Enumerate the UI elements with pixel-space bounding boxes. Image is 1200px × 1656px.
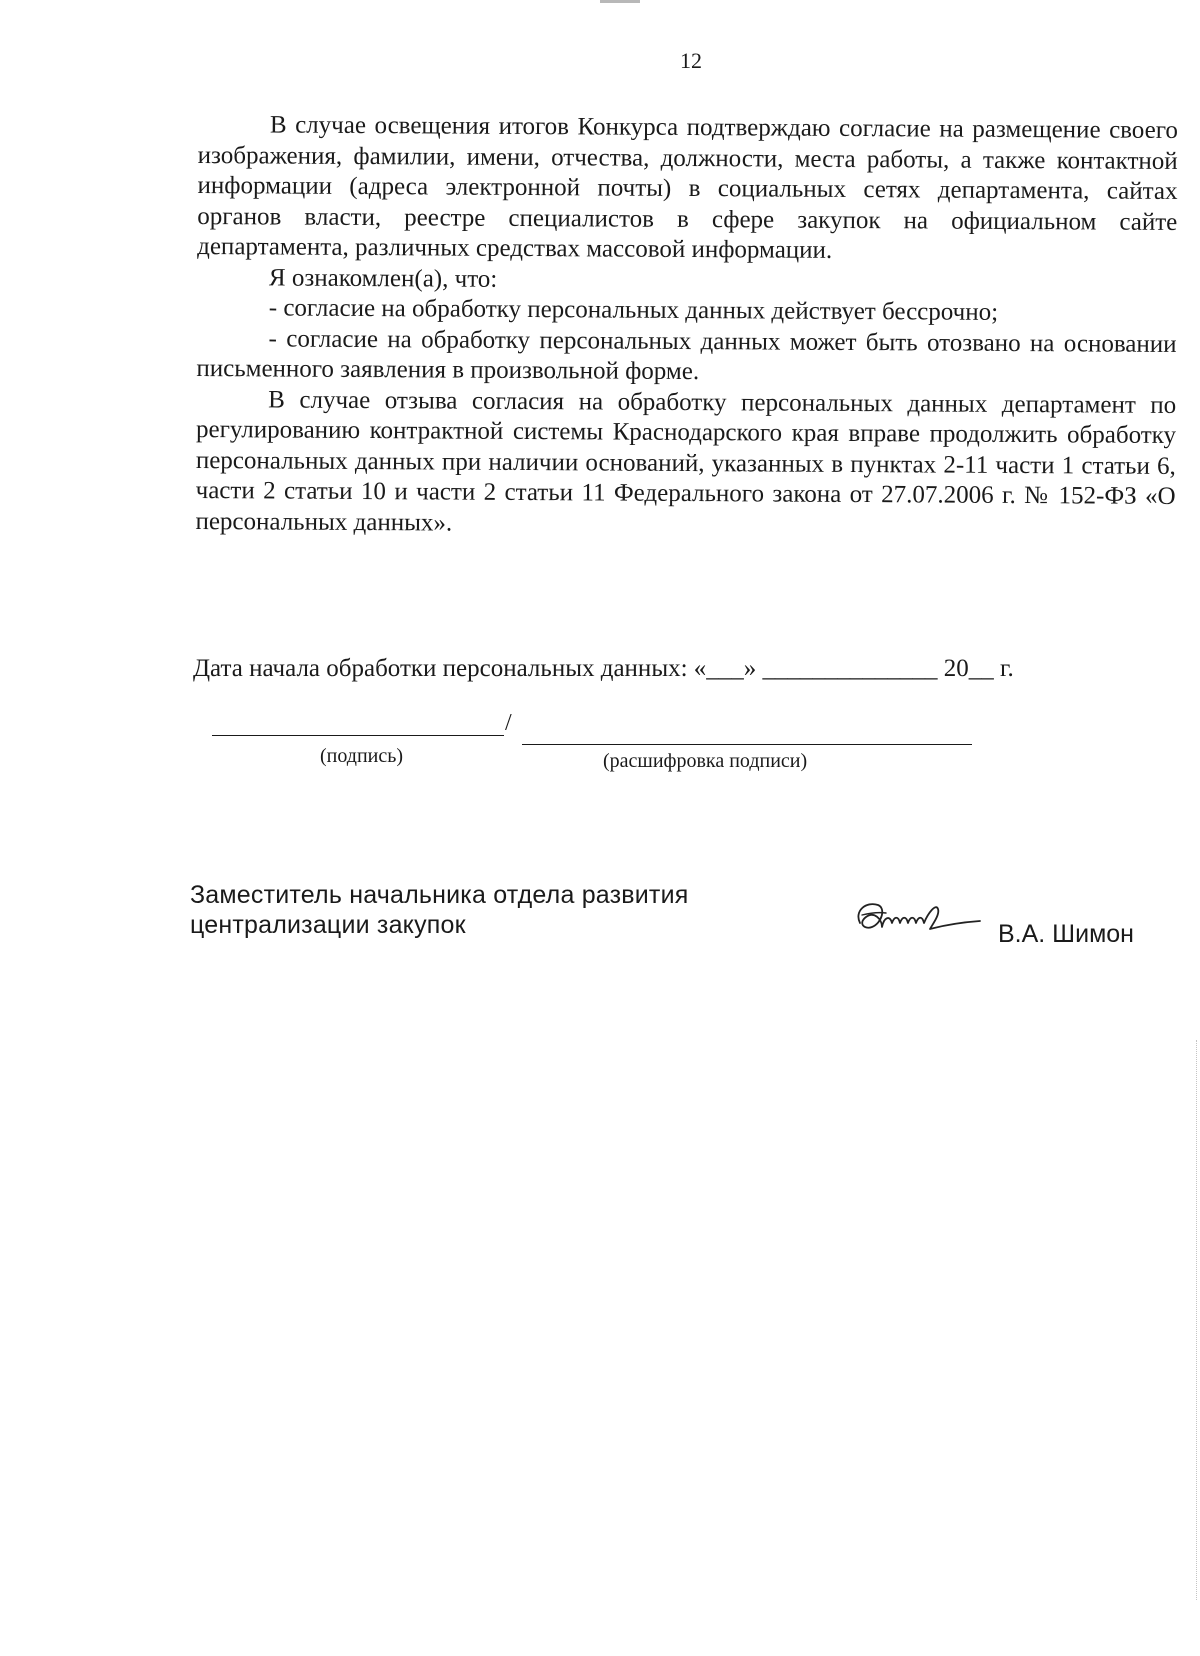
signer-name: В.А. Шимон (998, 920, 1134, 948)
signer-position-line-2: централизации закупок (190, 911, 466, 939)
scan-artifact (600, 0, 640, 3)
list-item-revocable: - согласие на обработку персональных данных может быть отозвано на основании письменного заявления в произвольной форме. (196, 324, 1177, 386)
signature-decode-caption: (расшифровка подписи) (603, 750, 808, 772)
signature-separator: / (505, 710, 512, 736)
processing-start-date-line: Дата начала обработки персональных данных: «___» ______________ 20__ г. (193, 655, 1014, 682)
page-number: 12 (680, 48, 702, 73)
signature-line (212, 735, 504, 736)
scan-edge-artifact (1196, 1040, 1199, 1600)
consent-body (195, 110, 1178, 543)
signer-position-line-1: Заместитель начальника отдела развития (190, 881, 689, 909)
paragraph-acknowledged: Я ознакомлен(а), что: (268, 263, 498, 293)
signer-position (190, 880, 688, 940)
handwritten-signature (852, 893, 984, 943)
paragraph-publicity-consent: В случае освещения итогов Конкурса подтверждаю согласие на размещение своего изображения, фамилии, имени, отчества, должности, места работы, а также контактной информации (адреса электронной почты) в социальных сетях департамента, сайтах органов власти, реестре специалистов в сфере закупок на официальном сайте департамента, различных средствах массовой информации. (197, 111, 1178, 264)
signature-decode-line (522, 744, 972, 745)
list-item-indefinite: - согласие на обработку персональных данных действует бессрочно; (268, 294, 999, 326)
signature-caption: (подпись) (320, 745, 404, 767)
paragraph-withdrawal: В случае отзыва согласия на обработку персональных данных департамент по регулированию контрактной системы Краснодарского края вправе продолжить обработку персональных данных при наличии оснований, указанных в пунктах 2-11 части 1 статьи 6, части 2 статьи 10 и части 2 статьи 11 Федерального закона от 27.07.2006 г. № 152-ФЗ «О персональных данных». (195, 385, 1177, 537)
